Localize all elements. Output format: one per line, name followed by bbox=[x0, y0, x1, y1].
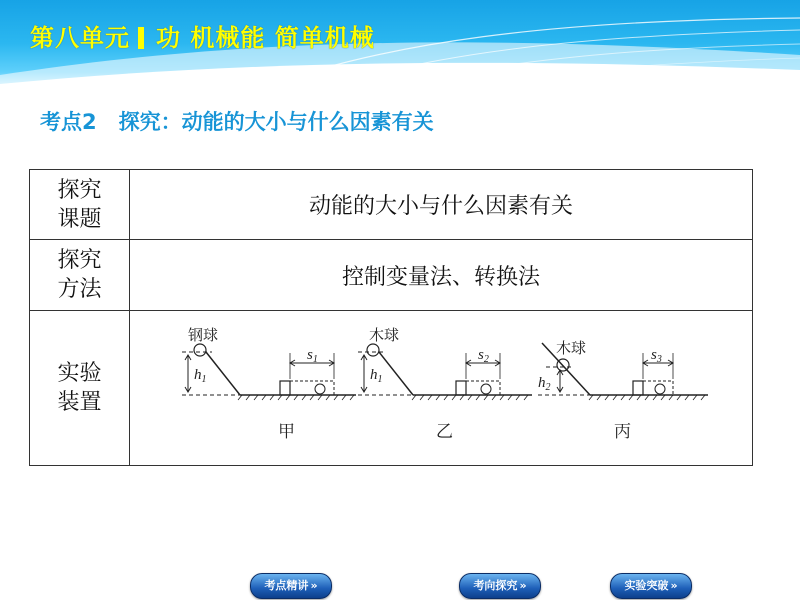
panel-caption: 丙 bbox=[614, 422, 631, 442]
ball-icon bbox=[367, 344, 379, 356]
ball-label: 木球 bbox=[556, 339, 587, 357]
panel-caption: 乙 bbox=[436, 422, 453, 442]
nav-button-label: 考向探究 bbox=[473, 579, 518, 592]
nav-button-kaoxiang[interactable] bbox=[459, 573, 541, 599]
section-index: 考点2 bbox=[40, 110, 97, 134]
height-label: $h_1$ bbox=[194, 367, 207, 385]
ball-end bbox=[481, 384, 491, 394]
ball-icon bbox=[194, 344, 206, 356]
row-content: 动能的大小与什么因素有关 bbox=[130, 170, 753, 240]
ball-label: 木球 bbox=[369, 326, 400, 344]
distance-label: $s_2$ bbox=[478, 347, 489, 365]
row-label bbox=[30, 311, 130, 466]
row-content: 控制变量法、转换法 bbox=[130, 240, 753, 311]
panel-yi bbox=[358, 326, 532, 442]
ball-label: 钢球 bbox=[188, 326, 219, 344]
label-line: 课题 bbox=[57, 206, 102, 232]
block bbox=[456, 381, 466, 395]
chevron-right-icon: » bbox=[519, 579, 527, 592]
label-line: 装置 bbox=[57, 390, 102, 415]
panel-caption: 甲 bbox=[278, 422, 295, 442]
chevron-right-icon: » bbox=[310, 579, 318, 592]
table-row bbox=[30, 170, 753, 240]
nav-button-kaodian[interactable] bbox=[250, 573, 332, 599]
row-label bbox=[30, 170, 130, 240]
label-line: 探究 bbox=[57, 248, 102, 273]
nav-button-label: 实验突破 bbox=[624, 579, 669, 592]
block bbox=[633, 381, 643, 395]
height-label: $h_1$ bbox=[370, 367, 383, 385]
header-banner bbox=[0, 0, 800, 96]
panel-bing bbox=[538, 339, 708, 442]
label-line: 探究 bbox=[57, 177, 102, 203]
ramp bbox=[379, 352, 413, 395]
experiment-diagram bbox=[130, 311, 752, 465]
nav-button-label: 考点精讲 bbox=[264, 579, 309, 592]
banner-title bbox=[30, 18, 375, 53]
block-moved bbox=[290, 381, 334, 395]
table-row bbox=[30, 311, 753, 466]
nav-button-shiyan[interactable] bbox=[610, 573, 692, 599]
chevron-right-icon: » bbox=[670, 579, 678, 592]
section-heading: 探究：动能的大小与什么因素有关 bbox=[118, 110, 434, 134]
panel-jia bbox=[182, 326, 356, 442]
experiment-table bbox=[29, 169, 753, 466]
section-title bbox=[40, 106, 434, 136]
unit-label: 第八单元 bbox=[30, 24, 130, 52]
distance-label: $s_3$ bbox=[651, 347, 662, 365]
row-label bbox=[30, 240, 130, 311]
block bbox=[280, 381, 290, 395]
experiment-diagram-cell bbox=[130, 311, 753, 466]
height-label: $h_2$ bbox=[538, 375, 551, 393]
label-line: 实验 bbox=[57, 361, 102, 386]
title-separator bbox=[138, 27, 144, 49]
ball-end bbox=[315, 384, 325, 394]
table-row bbox=[30, 240, 753, 311]
topic-label: 功 机械能 简单机械 bbox=[156, 24, 375, 52]
distance-label: $s_1$ bbox=[307, 347, 318, 365]
label-line: 方法 bbox=[57, 277, 102, 302]
ramp bbox=[206, 352, 240, 395]
ball-end bbox=[655, 384, 665, 394]
block-moved bbox=[643, 381, 673, 395]
